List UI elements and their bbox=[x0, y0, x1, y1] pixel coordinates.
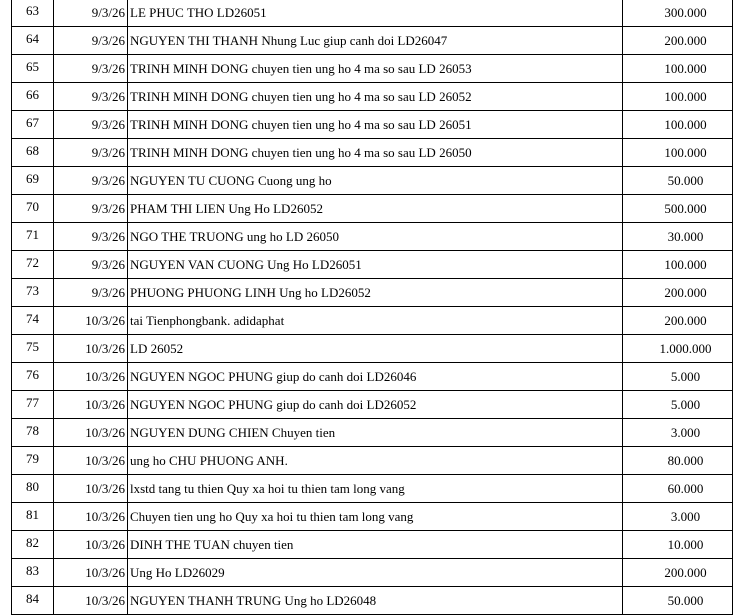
table-row bbox=[12, 251, 733, 279]
amount-cell: 10.000 bbox=[623, 531, 733, 559]
row-number-cell: 76 bbox=[12, 363, 54, 391]
description-cell: NGUYEN DUNG CHIEN Chuyen tien bbox=[128, 419, 623, 447]
amount-cell: 50.000 bbox=[623, 167, 733, 195]
description-cell: NGUYEN THI THANH Nhung Luc giup canh doi LD26047 bbox=[128, 27, 623, 55]
table-row bbox=[12, 139, 733, 167]
table-row bbox=[12, 335, 733, 363]
description-cell: NGUYEN NGOC PHUNG giup do canh doi LD26046 bbox=[128, 363, 623, 391]
date-cell: 9/3/26 bbox=[54, 111, 128, 139]
date-cell: 9/3/26 bbox=[54, 0, 128, 27]
date-cell: 9/3/26 bbox=[54, 83, 128, 111]
description-cell: TRINH MINH DONG chuyen tien ung ho 4 ma so sau LD 26050 bbox=[128, 139, 623, 167]
description-cell: TRINH MINH DONG chuyen tien ung ho 4 ma so sau LD 26051 bbox=[128, 111, 623, 139]
table-row bbox=[12, 223, 733, 251]
row-number-cell: 68 bbox=[12, 139, 54, 167]
date-cell: 9/3/26 bbox=[54, 195, 128, 223]
row-number-cell: 81 bbox=[12, 503, 54, 531]
description-cell: DINH THE TUAN chuyen tien bbox=[128, 531, 623, 559]
description-cell: Chuyen tien ung ho Quy xa hoi tu thien tam long vang bbox=[128, 503, 623, 531]
description-cell: NGUYEN NGOC PHUNG giup do canh doi LD26052 bbox=[128, 391, 623, 419]
amount-cell: 60.000 bbox=[623, 475, 733, 503]
row-number-cell: 73 bbox=[12, 279, 54, 307]
row-number-cell: 77 bbox=[12, 391, 54, 419]
date-cell: 9/3/26 bbox=[54, 27, 128, 55]
row-number-cell: 78 bbox=[12, 419, 54, 447]
table-row bbox=[12, 27, 733, 55]
row-number-cell: 71 bbox=[12, 223, 54, 251]
description-cell: NGUYEN VAN CUONG Ung Ho LD26051 bbox=[128, 251, 623, 279]
description-cell: NGO THE TRUONG ung ho LD 26050 bbox=[128, 223, 623, 251]
table-row bbox=[12, 447, 733, 475]
table-row bbox=[12, 111, 733, 139]
amount-cell: 200.000 bbox=[623, 27, 733, 55]
date-cell: 10/3/26 bbox=[54, 391, 128, 419]
row-number-cell: 83 bbox=[12, 559, 54, 587]
amount-cell: 50.000 bbox=[623, 587, 733, 615]
row-number-cell: 75 bbox=[12, 335, 54, 363]
row-number-cell: 72 bbox=[12, 251, 54, 279]
table-row bbox=[12, 391, 733, 419]
date-cell: 9/3/26 bbox=[54, 167, 128, 195]
row-number-cell: 66 bbox=[12, 83, 54, 111]
description-cell: PHUONG PHUONG LINH Ung ho LD26052 bbox=[128, 279, 623, 307]
description-cell: LD 26052 bbox=[128, 335, 623, 363]
amount-cell: 5.000 bbox=[623, 363, 733, 391]
table-row bbox=[12, 587, 733, 615]
table-row bbox=[12, 531, 733, 559]
date-cell: 9/3/26 bbox=[54, 223, 128, 251]
date-cell: 9/3/26 bbox=[54, 251, 128, 279]
description-cell: tai Tienphongbank. adidaphat bbox=[128, 307, 623, 335]
description-cell: NGUYEN TU CUONG Cuong ung ho bbox=[128, 167, 623, 195]
row-number-cell: 63 bbox=[12, 0, 54, 27]
description-cell: NGUYEN THANH TRUNG Ung ho LD26048 bbox=[128, 587, 623, 615]
table-row bbox=[12, 559, 733, 587]
table-row bbox=[12, 195, 733, 223]
table-row bbox=[12, 307, 733, 335]
amount-cell: 100.000 bbox=[623, 55, 733, 83]
table-row bbox=[12, 475, 733, 503]
row-number-cell: 67 bbox=[12, 111, 54, 139]
amount-cell: 200.000 bbox=[623, 559, 733, 587]
amount-cell: 300.000 bbox=[623, 0, 733, 27]
amount-cell: 1.000.000 bbox=[623, 335, 733, 363]
table-row bbox=[12, 0, 733, 27]
row-number-cell: 65 bbox=[12, 55, 54, 83]
date-cell: 10/3/26 bbox=[54, 447, 128, 475]
date-cell: 10/3/26 bbox=[54, 363, 128, 391]
date-cell: 10/3/26 bbox=[54, 307, 128, 335]
table-row bbox=[12, 83, 733, 111]
description-cell: lxstd tang tu thien Quy xa hoi tu thien tam long vang bbox=[128, 475, 623, 503]
description-cell: ung ho CHU PHUONG ANH. bbox=[128, 447, 623, 475]
description-cell: LE PHUC THO LD26051 bbox=[128, 0, 623, 27]
date-cell: 10/3/26 bbox=[54, 559, 128, 587]
amount-cell: 500.000 bbox=[623, 195, 733, 223]
donation-table-body bbox=[12, 0, 733, 615]
amount-cell: 100.000 bbox=[623, 251, 733, 279]
table-row bbox=[12, 363, 733, 391]
date-cell: 10/3/26 bbox=[54, 531, 128, 559]
amount-cell: 30.000 bbox=[623, 223, 733, 251]
date-cell: 10/3/26 bbox=[54, 475, 128, 503]
description-cell: TRINH MINH DONG chuyen tien ung ho 4 ma so sau LD 26052 bbox=[128, 83, 623, 111]
description-cell: TRINH MINH DONG chuyen tien ung ho 4 ma so sau LD 26053 bbox=[128, 55, 623, 83]
amount-cell: 100.000 bbox=[623, 111, 733, 139]
amount-cell: 200.000 bbox=[623, 307, 733, 335]
date-cell: 10/3/26 bbox=[54, 335, 128, 363]
row-number-cell: 80 bbox=[12, 475, 54, 503]
table-row bbox=[12, 279, 733, 307]
description-cell: Ung Ho LD26029 bbox=[128, 559, 623, 587]
date-cell: 10/3/26 bbox=[54, 419, 128, 447]
date-cell: 9/3/26 bbox=[54, 279, 128, 307]
amount-cell: 100.000 bbox=[623, 139, 733, 167]
amount-cell: 3.000 bbox=[623, 503, 733, 531]
amount-cell: 3.000 bbox=[623, 419, 733, 447]
amount-cell: 80.000 bbox=[623, 447, 733, 475]
date-cell: 10/3/26 bbox=[54, 503, 128, 531]
row-number-cell: 70 bbox=[12, 195, 54, 223]
row-number-cell: 79 bbox=[12, 447, 54, 475]
donation-table bbox=[11, 0, 733, 615]
table-row bbox=[12, 55, 733, 83]
date-cell: 9/3/26 bbox=[54, 139, 128, 167]
row-number-cell: 84 bbox=[12, 587, 54, 615]
table-row bbox=[12, 503, 733, 531]
row-number-cell: 74 bbox=[12, 307, 54, 335]
row-number-cell: 82 bbox=[12, 531, 54, 559]
row-number-cell: 64 bbox=[12, 27, 54, 55]
description-cell: PHAM THI LIEN Ung Ho LD26052 bbox=[128, 195, 623, 223]
date-cell: 10/3/26 bbox=[54, 587, 128, 615]
table-row bbox=[12, 167, 733, 195]
amount-cell: 100.000 bbox=[623, 83, 733, 111]
table-row bbox=[12, 419, 733, 447]
amount-cell: 5.000 bbox=[623, 391, 733, 419]
date-cell: 9/3/26 bbox=[54, 55, 128, 83]
amount-cell: 200.000 bbox=[623, 279, 733, 307]
row-number-cell: 69 bbox=[12, 167, 54, 195]
